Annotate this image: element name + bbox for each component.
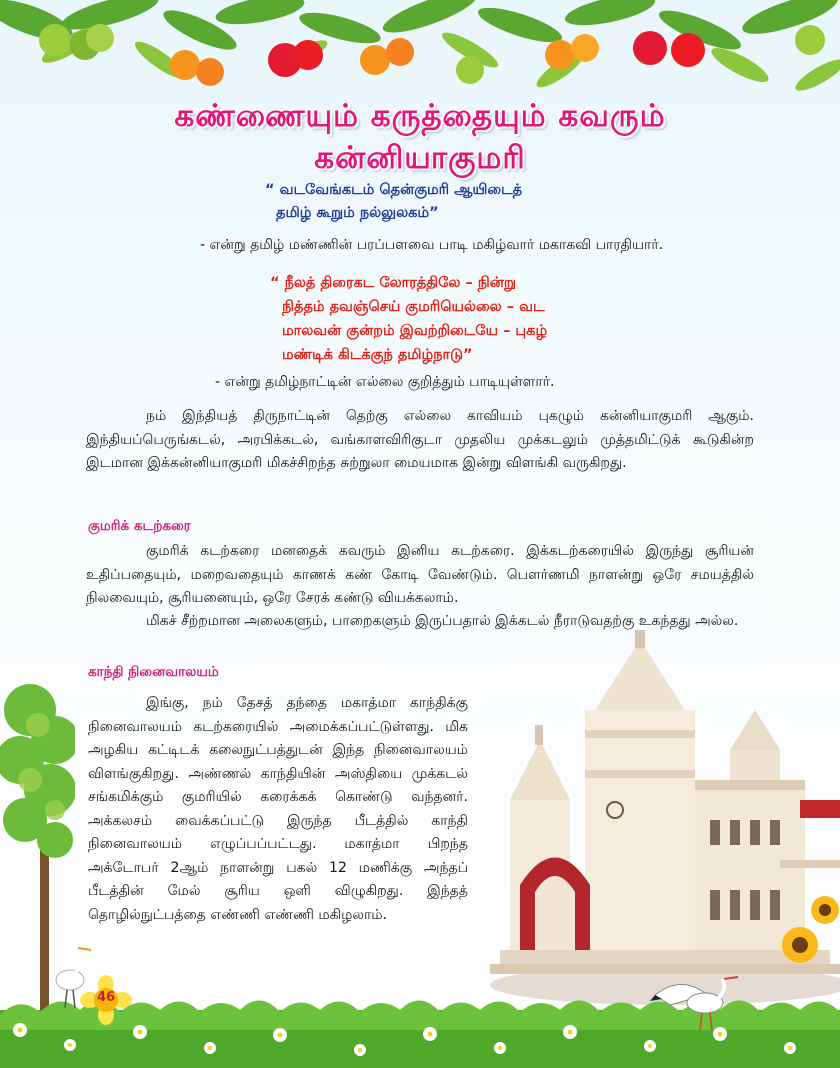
beach-paragraph-2: மிகச் சீற்றமான அலைகளும், பாறைகளும் இருப்பதால் இக்கடல் நீராடுவதற்கு உகந்தது அல்ல.: [146, 613, 739, 629]
beach-paragraph-1: குமரிக் கடற்கரை மனதைக் கவரும் இனிய கடற்கரை. இக்கடற்கரையில் இருந்து சூரியன் உதிப்பதையும், மறைவதையும் காணக் கண் கோடி வேண்டும். பௌர்ணமி நாளன்று ஒரே சமயத்தில் நிலவையும், சூரியனையும், ஒரே சேரக் கண்டு வியக்கலாம்.: [86, 543, 754, 606]
attribution-1: - என்று தமிழ் மண்ணின் பரப்பளவை பாடி மகிழ்வார் மகாகவி பாரதியார்.: [200, 237, 664, 253]
section-heading-kumari-beach: குமரிக் கடற்கரை: [88, 518, 191, 534]
intro-paragraph: நம் இந்தியத் திருநாட்டின் தெற்கு எல்லை காவியம் புகழும் கன்னியாகுமரி ஆகும். இந்தியப்பெருங்கடல், அரபிக்கடல், வங்காளவிரிகுடா முதலிய முக்கடலும் முத்தமிட்டுக் கூடுகின்ற இடமான இக்கன்னியாகுமரி மிகச்சிறந்த சுற்றுலா மையமாக இன்று விளங்கி வருகிறது.: [86, 408, 754, 471]
page-title-line-2: கன்னியாகுமரி: [314, 140, 526, 176]
attribution-2: - என்று தமிழ்நாட்டின் எல்லை குறித்தும் பாடியுள்ளார்.: [215, 374, 555, 390]
verse-2-line-4: மண்டிக் கிடக்குந் தமிழ்நாடு”: [282, 347, 473, 363]
page-title-line-1: கண்ணையும் கருத்தையும் கவரும்: [174, 98, 666, 134]
gandhi-memorial-paragraph: இங்கு, நம் தேசத் தந்தை மகாத்மா காந்திக்கு நினைவாலயம் கடற்கரையில் அமைக்கப்பட்டுள்ளது. மிக அழகிய கட்டிடக் கலைநுட்பத்துடன் இந்த நினைவாலயம் விளங்குகிறது. அண்ணல் காந்தியின் அஸ்தியை முக்கடல் சங்கமிக்கும் குமரியில் கரைக்கக் கொண்டு வந்தனர். அக்கலசம் வைக்கப்பட்டு இருந்த பீடத்தில் காந்தி நினைவாலயம் எழுப்பப்பட்டது. மகாத்மா பிறந்த அக்டோபர் 2ஆம் நாளன்று பகல் 12 மணிக்கு அந்தப் பீடத்தின் மேல் சூரிய ஒளி விழுகிறது. இந்தத் தொழில்நுட்பத்தை எண்ணி எண்ணி மகிழலாம்.: [88, 695, 468, 923]
verse-1-line-2: தமிழ் கூறும் நல்லுலகம்”: [276, 205, 439, 221]
verse-2-line-1: “ நீலத் திரைகட லோரத்திலே – நின்று: [270, 275, 516, 291]
verse-2-line-3: மாலவன் குன்றம் இவற்றிடையே – புகழ்: [282, 323, 548, 339]
fruit-foliage-illustration: [0, 0, 840, 105]
section-heading-gandhi-memorial: காந்தி நினைவாலயம்: [88, 664, 219, 680]
verse-2-line-2: நித்தம் தவஞ்செய் குமரியெல்லை – வட: [282, 299, 545, 315]
page-number: 46: [96, 990, 116, 1005]
gandhi-memorial-photo: [480, 630, 840, 1010]
stork-illustration: [650, 975, 740, 1030]
verse-1-line-1: “ வடவேங்கடம் தென்குமரி ஆயிடைத்: [265, 182, 523, 198]
